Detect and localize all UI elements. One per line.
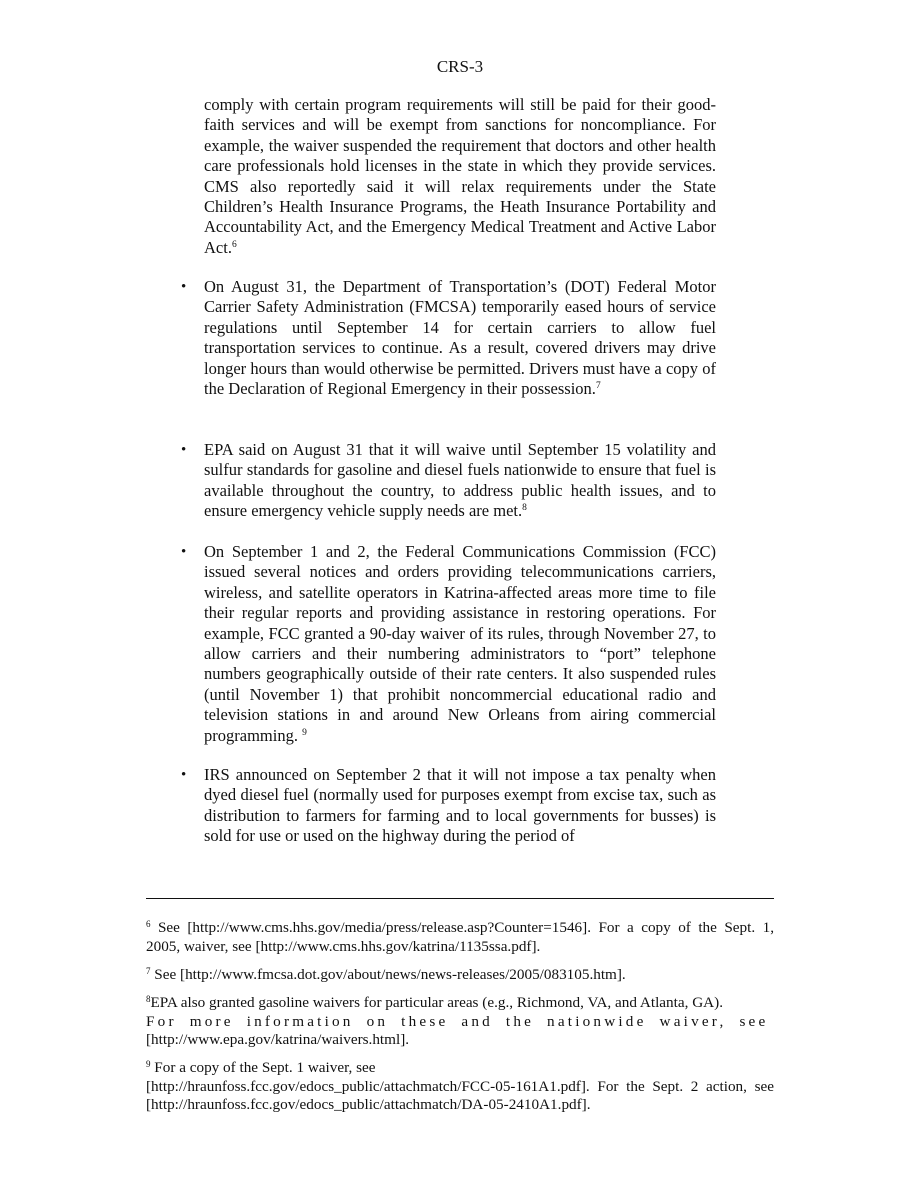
footnote-line: [http://www.epa.gov/katrina/waivers.html]. (146, 1031, 410, 1049)
bullet-item-epa (204, 440, 716, 522)
continuation-paragraph (204, 95, 716, 258)
bullet-text: On August 31, the Department of Transportation’s (DOT) Federal Motor Carrier Safety Administration (FMCSA) temporarily eased hours of service regulations until September 14 for certain carriers to allow fuel transportation services to continue. As a result, covered drivers may drive longer hours than would otherwise be permitted. Drivers must have a copy of the Declaration of Regional Emergency in their possession. (204, 277, 716, 399)
footnote-text: EPA also granted gasoline waivers for particular areas (e.g., Richmond, VA, and Atlanta, GA). (150, 994, 723, 1011)
bullet-text: EPA said on August 31 that it will waive until September 15 volatility and sulfur standards for gasoline and diesel fuels nationwide to ensure that fuel is available throughout the country, to address public health issues, and to ensure emergency vehicle supply needs are met. (204, 440, 716, 521)
footnote-ref: 6 (231, 239, 237, 250)
bullet-item-fmcsa (204, 277, 716, 399)
footnote-text: See [http://www.fmcsa.dot.gov/about/news/news-releases/2005/083105.htm]. (154, 966, 626, 983)
footnote-7 (146, 966, 774, 985)
bullet-text: IRS announced on September 2 that it will not impose a tax penalty when dyed diesel fuel (normally used for purposes exempt from excise tax, such as distribution to farmers for farming and to local governments for busses) is sold for use or used on the highway during the period of (204, 765, 716, 846)
continuation-text: comply with certain program requirements will still be paid for their good-faith services and will be exempt from sanctions for noncompliance. For example, the waiver suspended the requirement that doctors and other health care professionals hold licenses in the state in which they provide services. CMS also reportedly said it will relax requirements under the State Children’s Health Insurance Programs, the Heath Insurance Portability and Accountability Act, and the Emergency Medical Treatment and Active Labor Act. (204, 95, 716, 257)
page-header: CRS-3 (436, 57, 484, 76)
footnote-9 (146, 1059, 774, 1115)
footnote-line (146, 1059, 774, 1078)
bullet-text: On September 1 and 2, the Federal Communications Commission (FCC) issued several notices and orders providing telecommunications carriers, wireless, and satellite operators in Katrina-affected areas more time to file their regular reports and providing assistance in restoring operations. For example, FCC granted a 90-day waiver of its rules, through November 27, to allow carriers and their numbering administrators to “port” telephone numbers geographically outside of their rate centers. It also suspended rules (until November 1) that prohibit noncommercial educational radio and television stations in and around New Orleans from airing commercial programming. (204, 542, 716, 745)
footnote-ref: 8 (522, 503, 527, 514)
footnote-number: 9 (146, 1059, 151, 1069)
footnote-text: See [http://www.cms.hhs.gov/media/press/release.asp?Counter=1546]. For a copy of the Sept. 1, 2005, waiver, see [http://www.cms.hhs.gov/katrina/1135ssa.pdf]. (146, 919, 774, 955)
footnote-line (146, 994, 774, 1013)
footnote-number: 8 (146, 994, 151, 1004)
bullet-marker: • (181, 442, 187, 458)
footnote-text: For a copy of the Sept. 1 waiver, see (154, 1059, 376, 1076)
bullet-item-fcc (204, 542, 716, 746)
footnote-8 (146, 994, 774, 1050)
footnote-line: For more information on these and the nationwide waiver, see (146, 1012, 769, 1030)
bullet-marker: • (181, 544, 187, 560)
bullet-item-irs (204, 765, 716, 847)
bullet-marker: • (181, 279, 187, 295)
bullet-marker: • (181, 767, 187, 783)
footnote-ref: 7 (595, 381, 601, 392)
footnote-number: 7 (146, 966, 151, 976)
footnote-divider (146, 898, 774, 899)
footnote-line: [http://hraunfoss.fcc.gov/edocs_public/attachmatch/FCC-05-161A1.pdf]. For the Sept. 2 action, see [http://hraunfoss.fcc.gov/edocs_public/attachmatch/DA-05-2410A1.pdf]. (146, 1077, 774, 1114)
footnote-number: 6 (146, 919, 151, 929)
footnote-6 (146, 919, 774, 956)
footnote-ref: 9 (302, 727, 307, 738)
